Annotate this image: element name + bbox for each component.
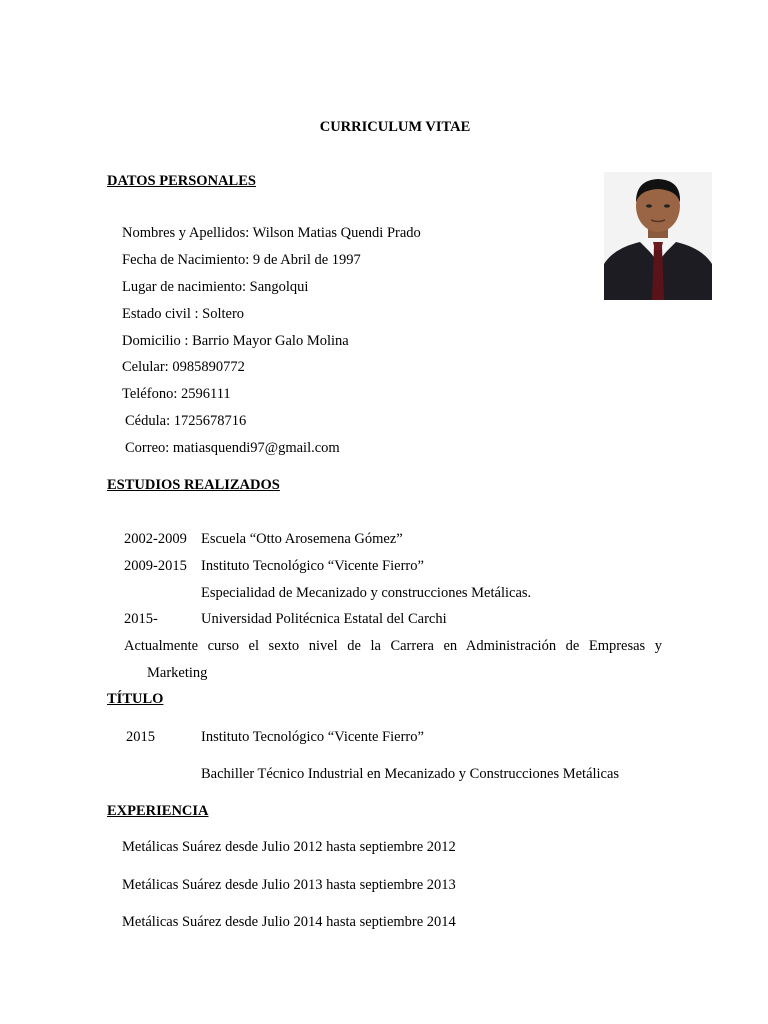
experience-item: Metálicas Suárez desde Julio 2014 hasta septiembre 2014 (122, 914, 456, 930)
personal-marital-status: Estado civil : Soltero (122, 306, 245, 322)
experience-item: Metálicas Suárez desde Julio 2013 hasta septiembre 2013 (122, 877, 456, 893)
experience-item: Metálicas Suárez desde Julio 2012 hasta septiembre 2012 (122, 839, 456, 855)
study-institution: Universidad Politécnica Estatal del Carchi (201, 611, 447, 627)
section-heading-title: TÍTULO (107, 691, 164, 707)
study-institution: Instituto Tecnológico “Vicente Fierro” (201, 558, 424, 574)
personal-name: Nombres y Apellidos: Wilson Matias Quendi Prado (122, 225, 421, 241)
section-heading-experience: EXPERIENCIA (107, 803, 209, 819)
study-specialty: Especialidad de Mecanizado y construcciones Metálicas. (201, 585, 532, 601)
personal-birthdate: Fecha de Nacimiento: 9 de Abril de 1997 (122, 252, 361, 268)
title-institution: Instituto Tecnológico “Vicente Fierro” (201, 729, 424, 745)
personal-address: Domicilio : Barrio Mayor Galo Molina (122, 333, 349, 349)
study-institution: Escuela “Otto Arosemena Gómez” (201, 531, 403, 547)
current-studies-line-continued: Marketing (147, 665, 208, 681)
personal-email: Correo: matiasquendi97@gmail.com (125, 440, 340, 456)
document-title: CURRICULUM VITAE (319, 119, 471, 135)
title-year: 2015 (126, 729, 155, 745)
title-degree: Bachiller Técnico Industrial en Mecanizado y Construcciones Metálicas (201, 766, 620, 782)
study-years: 2009-2015 (124, 558, 187, 574)
section-heading-personal: DATOS PERSONALES (107, 173, 256, 189)
personal-mobile: Celular: 0985890772 (122, 359, 245, 375)
section-heading-studies: ESTUDIOS REALIZADOS (107, 477, 280, 493)
personal-phone: Teléfono: 2596111 (122, 386, 231, 402)
study-years: 2015- (124, 611, 158, 627)
current-studies-line: Actualmente curso el sexto nivel de la Carrera en Administración de Empresas y (124, 638, 662, 654)
personal-id: Cédula: 1725678716 (125, 413, 247, 429)
profile-photo (604, 172, 712, 300)
study-years: 2002-2009 (124, 531, 187, 547)
personal-birthplace: Lugar de nacimiento: Sangolqui (122, 279, 309, 295)
